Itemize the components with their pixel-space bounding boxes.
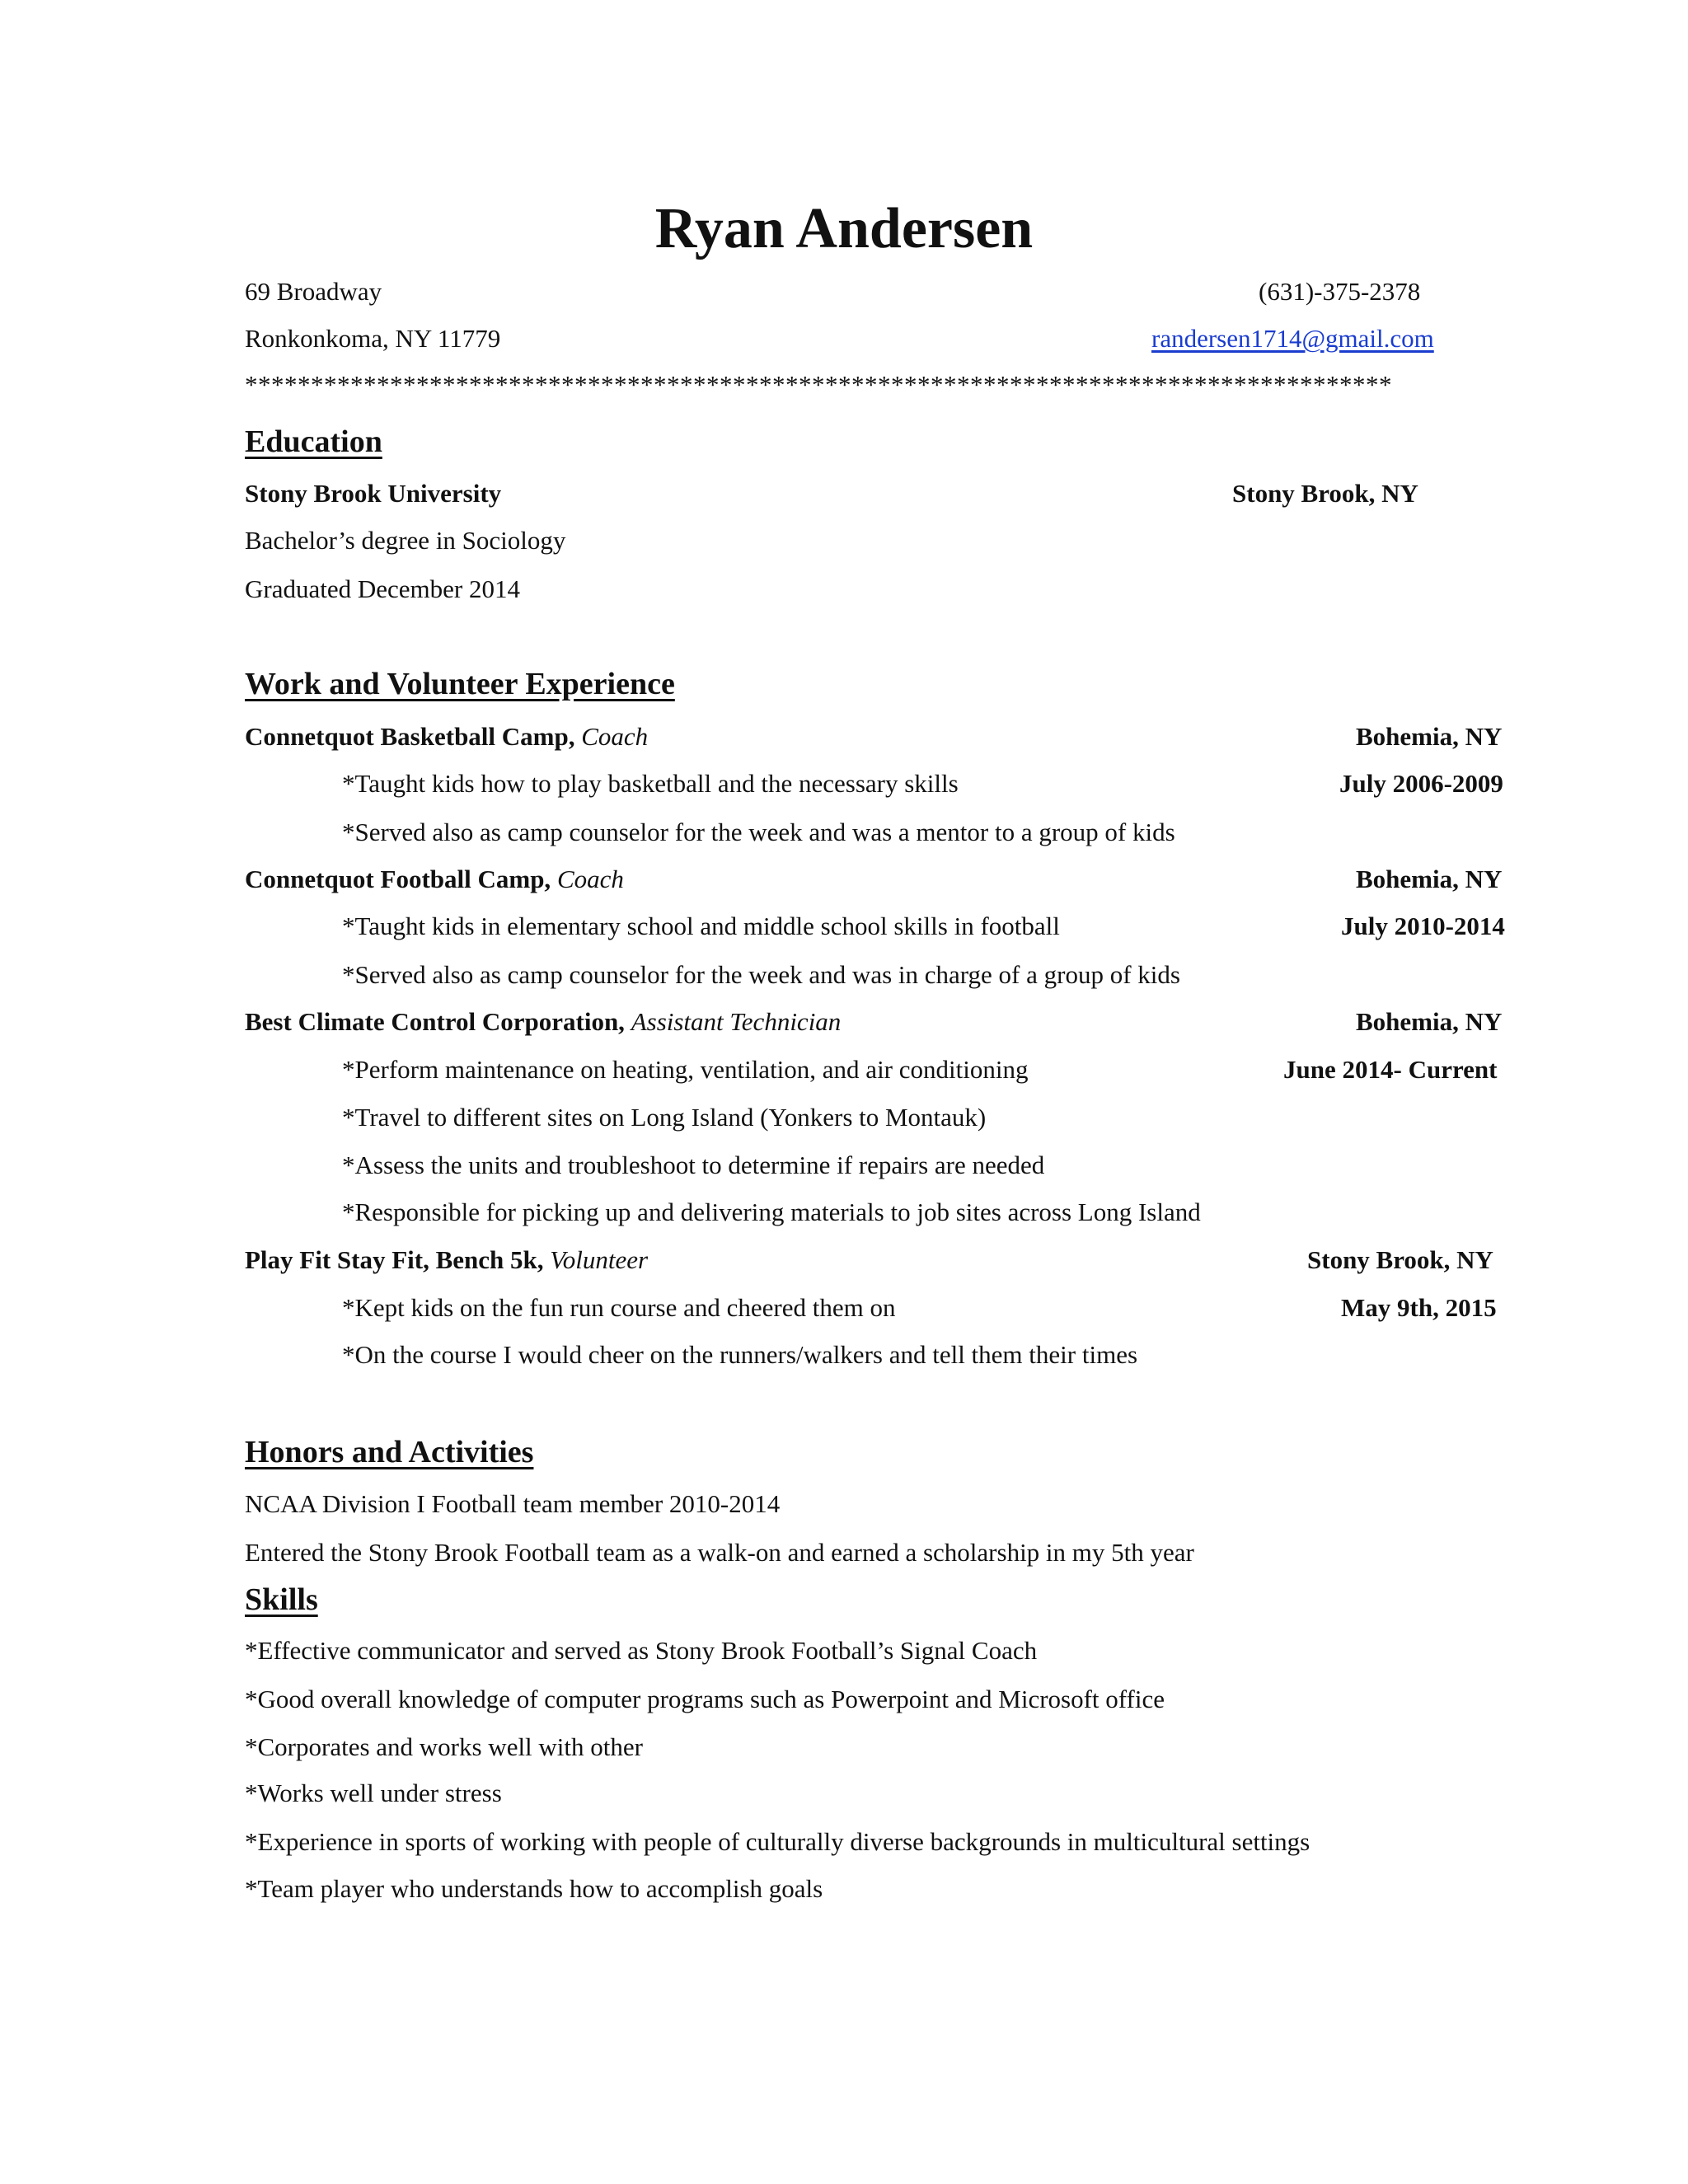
- education-heading: Education: [245, 424, 382, 459]
- phone-number: (631)-375-2378: [1259, 277, 1421, 306]
- graduation-date: Graduated December 2014: [245, 574, 520, 603]
- address-line-2: Ronkonkoma, NY 11779: [245, 324, 501, 353]
- job-location: Stony Brook, NY: [1307, 1245, 1493, 1274]
- job-role: Coach: [581, 722, 649, 751]
- job-bullet: *Responsible for picking up and delivering materials to job sites across Long Island: [342, 1197, 1201, 1226]
- school-location: Stony Brook, NY: [1232, 479, 1418, 508]
- honors-heading: Honors and Activities: [245, 1435, 534, 1469]
- job-bullet: *Assess the units and troubleshoot to determine if repairs are needed: [342, 1151, 1045, 1179]
- job-bullet: *Travel to different sites on Long Island (Yonkers to Montauk): [342, 1103, 987, 1132]
- job-organization: Connetquot Football Camp,: [245, 865, 551, 893]
- job-date: July 2010-2014: [1341, 912, 1505, 940]
- skill-item: *Experience in sports of working with people of culturally diverse backgrounds in multicultural settings: [245, 1827, 1311, 1856]
- school-name: Stony Brook University: [245, 479, 502, 508]
- job-bullet: *On the course I would cheer on the runners/walkers and tell them their times: [342, 1340, 1138, 1369]
- separator-line: ***************************************************************************************: [245, 370, 1392, 399]
- job-location: Bohemia, NY: [1356, 865, 1503, 893]
- job-location: Bohemia, NY: [1356, 722, 1503, 751]
- job-organization: Play Fit Stay Fit, Bench 5k,: [245, 1245, 544, 1274]
- job-role: Assistant Technician: [631, 1007, 842, 1036]
- job-date: July 2006-2009: [1339, 769, 1503, 798]
- job-role: Coach: [556, 865, 624, 893]
- degree: Bachelor’s degree in Sociology: [245, 526, 566, 555]
- job-bullet: *Taught kids in elementary school and middle school skills in football: [342, 912, 1060, 940]
- job-bullet: *Perform maintenance on heating, ventilation, and air conditioning: [342, 1055, 1029, 1084]
- honor-item: Entered the Stony Brook Football team as a walk-on and earned a scholarship in my 5th year: [245, 1538, 1194, 1567]
- skill-item: *Team player who understands how to accomplish goals: [245, 1874, 823, 1903]
- job-bullet: *Served also as camp counselor for the week and was a mentor to a group of kids: [342, 818, 1175, 846]
- skill-item: *Works well under stress: [245, 1779, 502, 1807]
- honor-item: NCAA Division I Football team member 2010-2014: [245, 1489, 781, 1518]
- job-bullet: *Taught kids how to play basketball and the necessary skills: [342, 769, 959, 798]
- applicant-name: Ryan Andersen: [654, 197, 1034, 260]
- job-role: Volunteer: [550, 1245, 649, 1274]
- job-organization: Best Climate Control Corporation,: [245, 1007, 625, 1036]
- address-line-1: 69 Broadway: [245, 277, 382, 306]
- job-bullet: *Kept kids on the fun run course and cheered them on: [342, 1293, 896, 1322]
- skill-item: *Corporates and works well with other: [245, 1732, 643, 1761]
- job-date: May 9th, 2015: [1341, 1293, 1497, 1322]
- skill-item: *Effective communicator and served as Stony Brook Football’s Signal Coach: [245, 1636, 1038, 1665]
- skills-heading: Skills: [245, 1582, 318, 1617]
- job-organization: Connetquot Basketball Camp,: [245, 722, 575, 751]
- skill-item: *Good overall knowledge of computer programs such as Powerpoint and Microsoft office: [245, 1685, 1165, 1713]
- job-location: Bohemia, NY: [1356, 1007, 1503, 1036]
- email-link[interactable]: randersen1714@gmail.com: [1151, 324, 1434, 353]
- experience-heading: Work and Volunteer Experience: [245, 667, 675, 701]
- job-bullet: *Served also as camp counselor for the week and was in charge of a group of kids: [342, 960, 1180, 989]
- job-date: June 2014- Current: [1283, 1055, 1498, 1084]
